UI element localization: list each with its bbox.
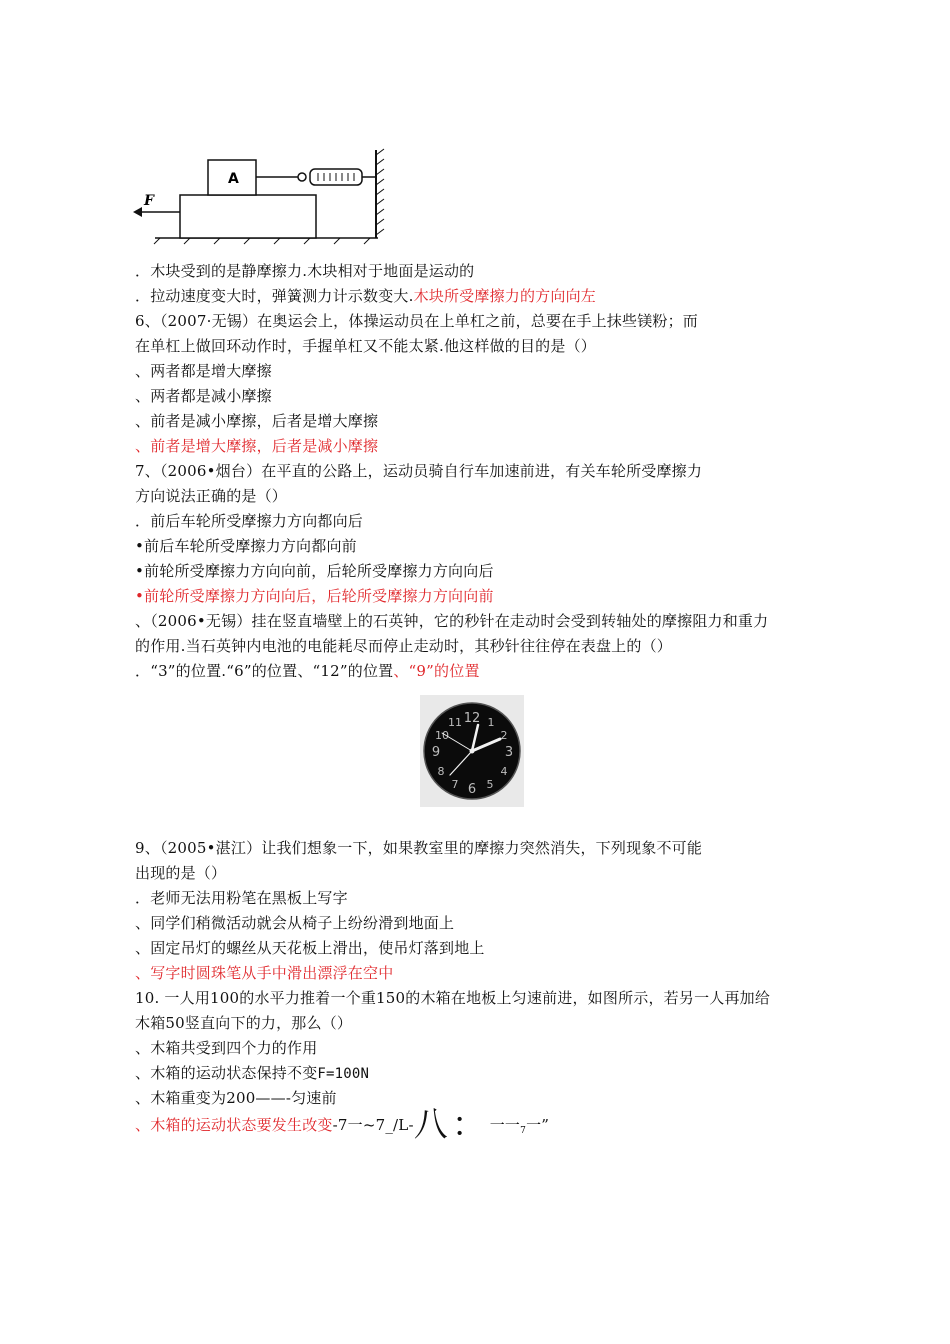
clock-numeral-9: 9 <box>431 745 441 760</box>
clock-numeral-8: 8 <box>437 765 445 778</box>
q5-answer-text: 木块所受摩擦力的方向向左 <box>413 287 596 305</box>
q5-option-line-2 <box>135 286 596 306</box>
q7-option-a: ．前后车轮所受摩擦力方向都向后 <box>135 512 364 530</box>
q8-options-text: ．“3”的位置.“6”的位置、“12”的位置 <box>135 662 394 680</box>
q10-stem-line-1: 10. 一人用100的水平力推着一个重150的木箱在地板上匀速前进，如图所示，若另一人再加给 <box>135 989 771 1007</box>
q9-stem-line-2: 出现的是（） <box>135 864 227 882</box>
q10-figure-residue-5: 一” <box>526 1116 550 1134</box>
q8-answer-text: 、“9”的位置 <box>393 662 480 680</box>
q9-option-d-answer: 、写字时圆珠笔从手中滑出漂浮在空中 <box>135 964 394 982</box>
q10-option-b <box>135 1063 369 1084</box>
q10-option-c: 、木箱重变为200——-匀速前 <box>135 1089 337 1107</box>
q10-figure-residue-2: 八： <box>413 1105 490 1145</box>
q10-figure-residue-3: 一一 <box>489 1116 521 1134</box>
q10-option-a: 、木箱共受到四个力的作用 <box>135 1039 318 1057</box>
q9-option-a: ．老师无法用粉笔在黑板上写字 <box>135 889 348 907</box>
q6-option-d-answer: 、前者是增大摩擦，后者是减小摩擦 <box>135 437 379 455</box>
q7-option-d-answer: •前轮所受摩擦力方向向后，后轮所受摩擦力方向向前 <box>135 587 494 605</box>
q8-stem-line-1: 、（2006•无锡）挂在竖直墙壁上的石英钟，它的秒针在走动时会受到转轴处的摩擦阻力和重力 <box>135 612 769 630</box>
clock-numeral-4: 4 <box>500 765 508 778</box>
q6-stem-line-2: 在单杠上做回环动作时，手握单杠又不能太紧.他这样做的目的是（） <box>135 337 596 355</box>
clock-numeral-11: 11 <box>448 716 462 729</box>
q8-options-line <box>135 661 480 681</box>
q6-stem-line-1: 6、（2007·无锡）在奥运会上，体操运动员在上单杠之前，总要在手上抹些镁粉；而 <box>135 312 698 330</box>
clock-numeral-2: 2 <box>500 729 508 742</box>
q10-force-label: F=100N <box>317 1066 370 1082</box>
q10-figure-residue-1: -7一~7_/L- <box>332 1116 414 1134</box>
clock-numeral-7: 7 <box>451 778 459 791</box>
q5-option-line-1: ．木块受到的是静摩擦力.木块相对于地面是运动的 <box>135 262 475 280</box>
clock-numeral-12: 12 <box>463 711 481 726</box>
friction-experiment-figure <box>130 145 390 245</box>
q9-stem-line-1: 9、（2005•湛江）让我们想象一下，如果教室里的摩擦力突然消失，下列现象不可能 <box>135 839 703 857</box>
q5-option-text: ．拉动速度变大时，弹簧测力计示数变大. <box>135 287 414 305</box>
clock-numeral-1: 1 <box>487 716 495 729</box>
q10-figure-residue-4: 7 <box>520 1126 527 1136</box>
q7-option-c: •前轮所受摩擦力方向向前，后轮所受摩擦力方向向后 <box>135 562 494 580</box>
clock-figure <box>420 695 524 807</box>
q7-stem-line-2: 方向说法正确的是（） <box>135 487 288 505</box>
q10-option-d-answer: 、木箱的运动状态要发生改变 <box>135 1116 333 1134</box>
q10-option-b-text: 、木箱的运动状态保持不变 <box>135 1064 318 1082</box>
q7-option-b: •前后车轮所受摩擦力方向都向前 <box>135 537 357 555</box>
q8-stem-line-2: 的作用.当石英钟内电池的电能耗尽而停止走动时，其秒针往往停在表盘上的（） <box>135 637 672 655</box>
q9-option-b: 、同学们稍微活动就会从椅子上纷纷滑到地面上 <box>135 914 455 932</box>
q10-stem-line-2: 木箱50竖直向下的力，那么（） <box>135 1014 353 1032</box>
clock-numeral-3: 3 <box>504 745 514 760</box>
q10-option-d <box>135 1105 550 1145</box>
q6-option-a: 、两者都是增大摩擦 <box>135 362 272 380</box>
clock-numeral-6: 6 <box>467 782 477 797</box>
force-label: F <box>144 193 154 209</box>
block-a-label: A <box>228 171 239 187</box>
q6-option-b: 、两者都是减小摩擦 <box>135 387 272 405</box>
q9-option-c: 、固定吊灯的螺丝从天花板上滑出，使吊灯落到地上 <box>135 939 485 957</box>
q7-stem-line-1: 7、（2006•烟台）在平直的公路上，运动员骑自行车加速前进，有关车轮所受摩擦力 <box>135 462 703 480</box>
clock-numeral-10: 10 <box>435 729 449 742</box>
clock-numeral-5: 5 <box>486 778 494 791</box>
q6-option-c: 、前者是减小摩擦，后者是增大摩擦 <box>135 412 379 430</box>
